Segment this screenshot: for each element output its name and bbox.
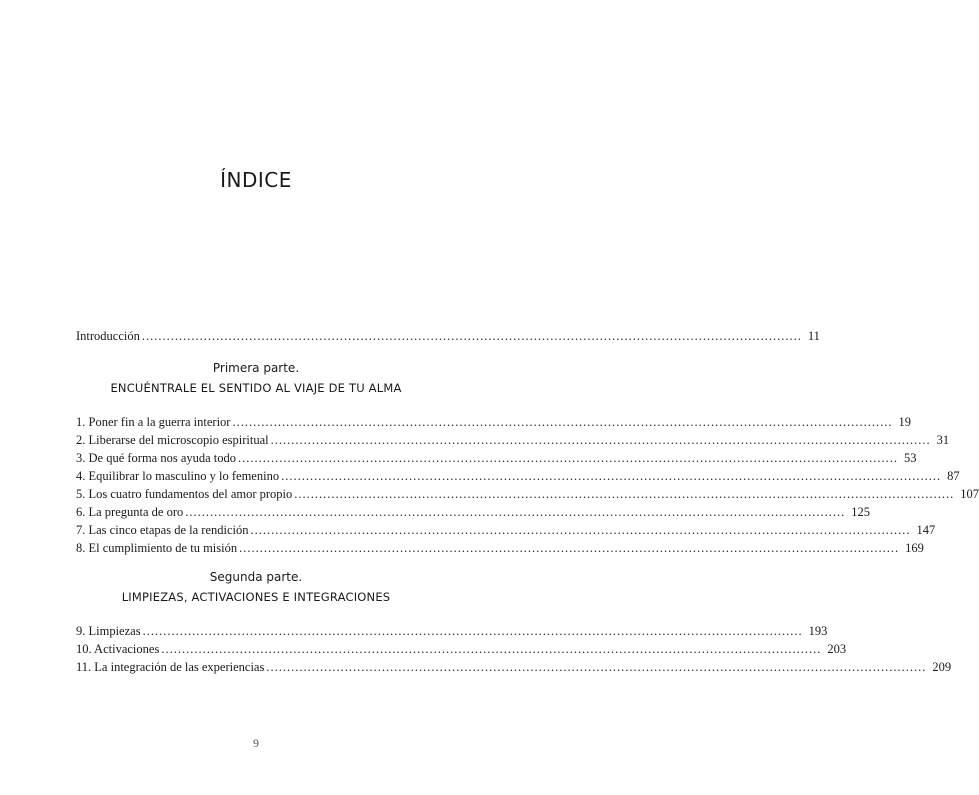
toc-entry-label: 1. Poner fin a la guerra interior (76, 415, 231, 429)
toc-entry (76, 503, 871, 521)
toc-entry-page: 87 (947, 469, 960, 483)
toc-entry-page: 203 (827, 642, 847, 656)
toc-entry-page: 19 (898, 415, 911, 429)
toc-entry-page: 193 (808, 624, 828, 638)
page-number: 9 (253, 736, 259, 750)
toc-entry-page: 169 (905, 541, 924, 555)
part1-subtitle: ENCUÉNTRALE EL SENTIDO AL VIAJE DE TU ALMA (110, 381, 402, 395)
dot-leader: ................................................................................................................................................................ (141, 329, 802, 343)
toc-entry (76, 431, 950, 449)
toc-entry (76, 467, 960, 485)
toc-entry (76, 539, 924, 557)
dot-leader: ................................................................................................................................................................ (294, 487, 955, 501)
part1-title: Primera parte. (212, 361, 300, 375)
toc-entry-label: 10. Activaciones (76, 642, 160, 656)
toc-entry-page: 31 (936, 433, 950, 447)
toc-entry-page: 147 (916, 523, 936, 537)
toc-entry-label: 3. De qué forma nos ayuda todo (76, 451, 237, 465)
dot-leader: ................................................................................................................................................................ (185, 505, 846, 519)
toc-entry (76, 485, 979, 503)
toc-entry-label: 6. La pregunta de oro (76, 505, 184, 519)
toc-entry (76, 521, 936, 539)
part2-title: Segunda parte. (209, 570, 303, 584)
dot-leader: ................................................................................................................................................................ (232, 415, 893, 429)
toc-entry-label: 8. El cumplimiento de tu misión (76, 541, 238, 555)
toc-entry-label: 4. Equilibrar lo masculino y lo femenino (76, 469, 280, 483)
dot-leader: ................................................................................................................................................................ (161, 642, 822, 656)
toc-entry-page: 125 (851, 505, 871, 519)
toc-entry-label: 9. Limpiezas (76, 624, 141, 638)
dot-leader: ................................................................................................................................................................ (142, 624, 803, 638)
toc-entry-label: 2. Liberarse del microscopio espiritual (76, 433, 269, 447)
toc-entry-page: 53 (904, 451, 917, 465)
part2-subtitle: LIMPIEZAS, ACTIVACIONES E INTEGRACIONES (121, 590, 391, 604)
toc-entry (76, 449, 917, 467)
dot-leader: ................................................................................................................................................................ (266, 660, 927, 674)
toc-entry (76, 413, 911, 431)
dot-leader: ................................................................................................................................................................ (238, 451, 899, 465)
toc-entry-page: 107 (960, 487, 979, 501)
toc-entry-page: 209 (932, 660, 952, 674)
toc-entry-label: 11. La integración de las experiencias (76, 660, 265, 674)
toc-entry-page: 11 (807, 329, 820, 343)
toc-entry (76, 658, 952, 676)
page-title: ÍNDICE (220, 168, 292, 192)
dot-leader: ................................................................................................................................................................ (250, 523, 911, 537)
toc-entry-label: 7. Las cinco etapas de la rendición (76, 523, 249, 537)
toc-entry-introduccion (76, 327, 820, 345)
toc-entry-label: Introducción (76, 329, 140, 343)
toc-entry (76, 640, 847, 658)
dot-leader: ................................................................................................................................................................ (281, 469, 942, 483)
dot-leader: ................................................................................................................................................................ (270, 433, 931, 447)
toc-entry (76, 622, 828, 640)
dot-leader: ................................................................................................................................................................ (239, 541, 900, 555)
toc-entry-label: 5. Los cuatro fundamentos del amor propio (76, 487, 293, 501)
